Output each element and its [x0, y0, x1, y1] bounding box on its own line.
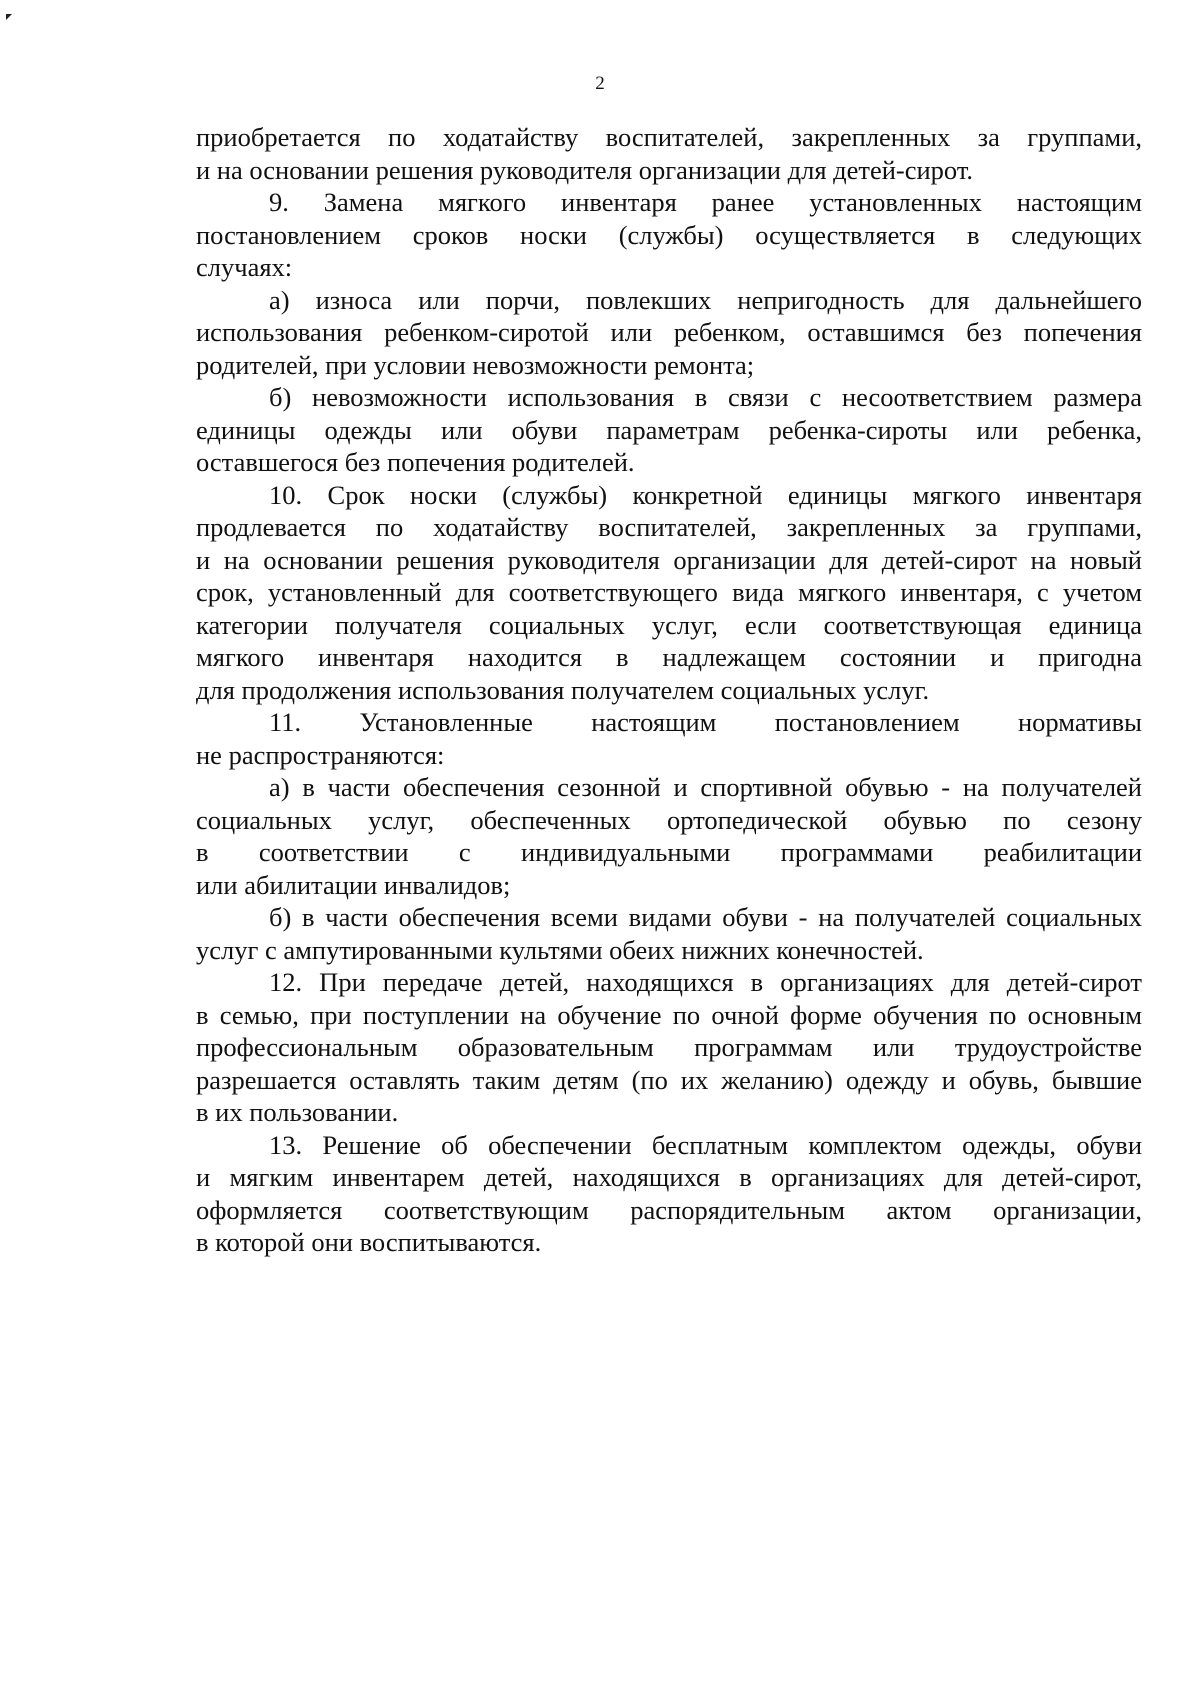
- text-line: в которой они воспитываются.: [196, 1227, 542, 1257]
- paragraph-item-9a: [196, 284, 1142, 382]
- text-line: постановлением сроков носки (службы) осуществляется в следующих: [196, 219, 1142, 250]
- text-line: или абилитации инвалидов;: [196, 869, 511, 900]
- text-line: и на основании решения руководителя организации для детей-сирот на новый: [196, 544, 1142, 575]
- text-line: для продолжения использования получателем социальных услуг.: [196, 674, 930, 705]
- paragraph: [196, 121, 1142, 186]
- document-body: [196, 121, 1142, 1259]
- text-line: оставшегося без попечения родителей.: [196, 447, 635, 477]
- text-line: использования ребенком-сиротой или ребенком, оставшимся без попечения: [196, 317, 1142, 347]
- text-line: приобретается по ходатайству воспитателей, закрепленных за группами,: [196, 122, 1142, 152]
- text-line: в соответствии с индивидуальными программами реабилитации: [196, 837, 1142, 867]
- text-line: 10. Срок носки (службы) конкретной единицы мягкого инвентаря: [269, 479, 1142, 510]
- paragraph-item-11b: [196, 901, 1142, 966]
- paragraph-item-9b: [196, 381, 1142, 479]
- text-line: б) в части обеспечения всеми видами обуви - на получателей социальных: [269, 902, 1142, 932]
- text-line: срок, установленный для соответствующего вида мягкого инвентаря, с учетом: [196, 577, 1142, 607]
- text-line: а) в части обеспечения сезонной и спортивной обувью - на получателей: [269, 772, 1142, 802]
- paragraph-item-11: [196, 706, 1142, 771]
- text-line: 9. Замена мягкого инвентаря ранее установленных настоящим: [269, 187, 1142, 217]
- text-line: родителей, при условии невозможности ремонта;: [196, 349, 755, 380]
- scan-corner-mark: [6, 14, 12, 20]
- text-line: и мягким инвентарем детей, находящихся в организациях для детей-сирот,: [196, 1162, 1142, 1192]
- text-line: 12. При передаче детей, находящихся в организациях для детей-сирот: [269, 967, 1142, 997]
- text-line: не распространяются:: [196, 739, 445, 770]
- text-line: а) износа или порчи, повлекших непригодность для дальнейшего: [269, 284, 1142, 315]
- text-line: в семью, при поступлении на обучение по очной форме обучения по основным: [196, 999, 1142, 1030]
- text-line: услуг с ампутированными культями обеих нижних конечностей.: [196, 934, 924, 965]
- paragraph-item-13: [196, 1129, 1142, 1259]
- paragraph-item-11a: [196, 771, 1142, 901]
- text-line: 13. Решение об обеспечении бесплатным комплектом одежды, обуви: [269, 1129, 1142, 1160]
- text-line: в их пользовании.: [196, 1097, 399, 1127]
- page-number: 2: [595, 73, 605, 94]
- text-line: и на основании решения руководителя организации для детей-сирот.: [196, 154, 974, 185]
- paragraph-item-9: [196, 186, 1142, 284]
- text-line: категории получателя социальных услуг, если соответствующая единица: [196, 609, 1142, 640]
- paragraph-item-10: [196, 479, 1142, 707]
- text-line: профессиональным образовательным программам или трудоустройстве: [196, 1032, 1142, 1062]
- text-line: единицы одежды или обуви параметрам ребенка-сироты или ребенка,: [196, 414, 1142, 445]
- text-line: б) невозможности использования в связи с несоответствием размера: [269, 382, 1142, 412]
- text-line: социальных услуг, обеспеченных ортопедической обувью по сезону: [196, 804, 1142, 835]
- text-line: мягкого инвентаря находится в надлежащем состоянии и пригодна: [196, 642, 1142, 672]
- paragraph-item-12: [196, 966, 1142, 1129]
- text-line: оформляется соответствующим распорядительным актом организации,: [196, 1194, 1142, 1225]
- text-line: 11. Установленные настоящим постановлением нормативы: [269, 707, 1142, 737]
- text-line: разрешается оставлять таким детям (по их желанию) одежду и обувь, бывшие: [196, 1064, 1142, 1095]
- text-line: случаях:: [196, 252, 293, 282]
- text-line: продлевается по ходатайству воспитателей, закрепленных за группами,: [196, 512, 1142, 542]
